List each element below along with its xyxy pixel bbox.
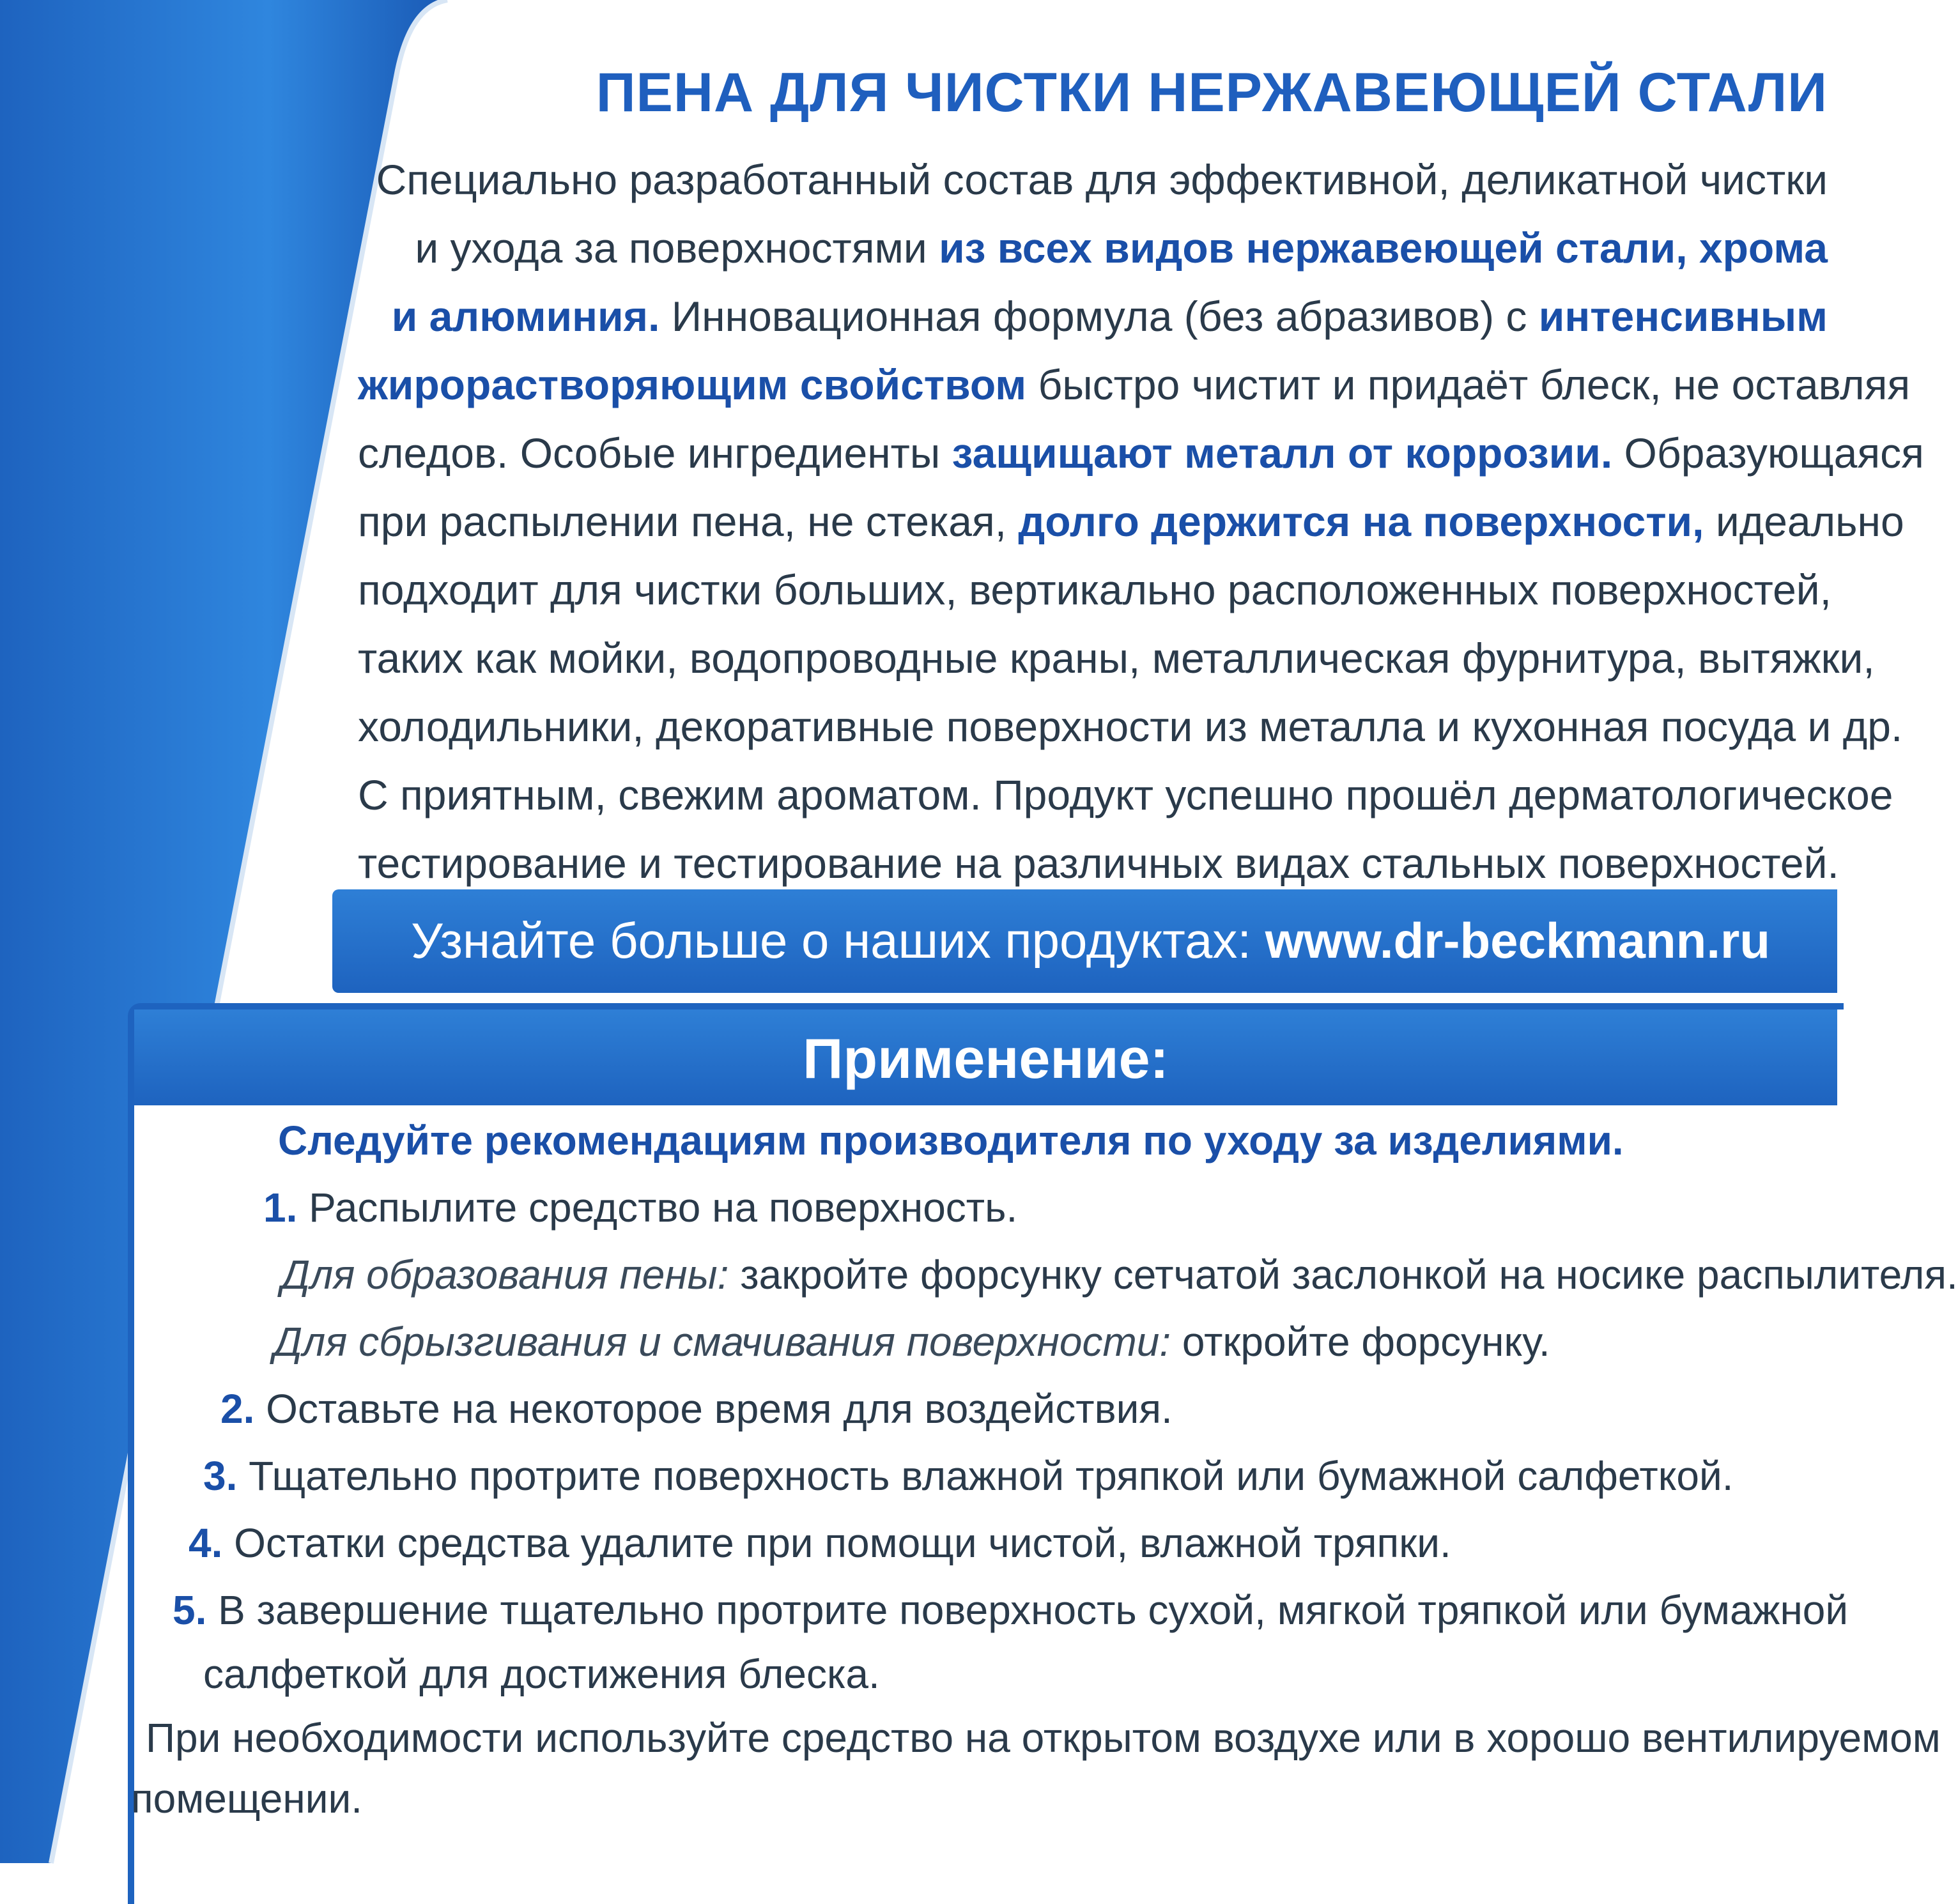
usage-heading: Применение: xyxy=(803,1027,1169,1090)
spray-instruction xyxy=(274,1316,1550,1367)
description-line xyxy=(358,693,1903,761)
step-5-text: В завершение тщательно протрите поверхность сухой, мягкой тряпкой или бумажной xyxy=(206,1587,1849,1633)
description-text: Образующаяся xyxy=(1612,429,1924,477)
description-text: идеально xyxy=(1704,498,1904,545)
description-line xyxy=(358,351,1911,419)
description-line xyxy=(358,761,1893,829)
description-text: С приятным, свежим ароматом. Продукт успешно прошёл дерматологическое xyxy=(358,771,1893,818)
step-1-text: Распылите средство на поверхность. xyxy=(297,1185,1018,1231)
ventilation-note: При необходимости используйте средство на открытом воздухе или в хорошо вентилируемом xyxy=(146,1715,1941,1761)
website-banner xyxy=(332,889,1837,993)
ventilation-note-continued: помещении. xyxy=(131,1776,362,1822)
step-5-continued: салфеткой для достижения блеска. xyxy=(203,1651,880,1697)
description-text: таких как мойки, водопроводные краны, металлическая фурнитура, вытяжки, xyxy=(358,634,1875,682)
step-2-text: Оставьте на некоторое время для воздействия. xyxy=(254,1386,1173,1432)
usage-lead: Следуйте рекомендациям производителя по уходу за изделиями. xyxy=(278,1117,1624,1163)
description-line xyxy=(358,214,1828,282)
step-4-number: 4. xyxy=(189,1520,223,1566)
description-line xyxy=(358,488,1904,556)
description-emphasis: защищают металл от коррозии. xyxy=(952,429,1613,477)
description-text: следов. Особые ингредиенты xyxy=(358,429,952,477)
description-line xyxy=(358,624,1875,693)
website-banner-text xyxy=(332,909,1770,972)
description-line xyxy=(358,829,1839,898)
description-line xyxy=(358,146,1828,214)
step-1-number: 1. xyxy=(263,1185,298,1231)
description-line xyxy=(358,556,1832,624)
product-title: ПЕНА ДЛЯ ЧИСТКИ НЕРЖАВЕЮЩЕЙ СТАЛИ xyxy=(596,62,1828,123)
spray-text: откройте форсунку. xyxy=(1171,1319,1550,1365)
usage-header xyxy=(134,1010,1837,1105)
step-5 xyxy=(173,1585,1848,1636)
step-1 xyxy=(263,1182,1017,1233)
description-text: Инновационная формула (без абразивов) с xyxy=(659,293,1539,340)
step-2-number: 2. xyxy=(220,1386,255,1432)
description-emphasis: жирорастворяющим свойством xyxy=(358,361,1027,408)
website-prefix: Узнайте больше о наших продуктах: xyxy=(411,912,1265,969)
description-emphasis: и алюминия. xyxy=(391,293,660,340)
description-line xyxy=(358,282,1828,351)
step-3-number: 3. xyxy=(203,1453,238,1499)
website-url: www.dr-beckmann.ru xyxy=(1265,912,1770,969)
foam-text: закройте форсунку сетчатой заслонкой на носике распылителя. xyxy=(728,1252,1958,1298)
description-line xyxy=(358,419,1924,488)
step-3-text: Тщательно протрите поверхность влажной тряпкой или бумажной салфеткой. xyxy=(237,1453,1734,1499)
description-text: холодильники, декоративные поверхности из металла и кухонная посуда и др. xyxy=(358,703,1903,750)
description-emphasis: из всех видов нержавеющей стали, хрома xyxy=(939,224,1828,272)
description-text: и ухода за поверхностями xyxy=(415,224,939,272)
description-text: тестирование и тестирование на различных видах стальных поверхностей. xyxy=(358,840,1839,887)
step-5-number: 5. xyxy=(173,1587,207,1633)
foam-label: Для образования пены: xyxy=(281,1252,729,1298)
foam-instruction xyxy=(281,1249,1958,1300)
step-2 xyxy=(220,1383,1173,1434)
description-text: при распылении пена, не стекая, xyxy=(358,498,1019,545)
step-4 xyxy=(189,1517,1451,1569)
description-text: Специально разработанный состав для эффективной, деликатной чистки xyxy=(376,156,1828,203)
description-text: подходит для чистки больших, вертикально расположенных поверхностей, xyxy=(358,566,1832,613)
spray-label: Для сбрызгивания и смачивания поверхности: xyxy=(274,1319,1171,1365)
step-4-text: Остатки средства удалите при помощи чистой, влажной тряпки. xyxy=(222,1520,1451,1566)
description-emphasis: интенсивным xyxy=(1538,293,1828,340)
description-text: быстро чистит и придаёт блеск, не оставляя xyxy=(1026,361,1911,408)
description-emphasis: долго держится на поверхности, xyxy=(1018,498,1704,545)
product-description xyxy=(358,146,1924,898)
step-3 xyxy=(203,1450,1734,1501)
